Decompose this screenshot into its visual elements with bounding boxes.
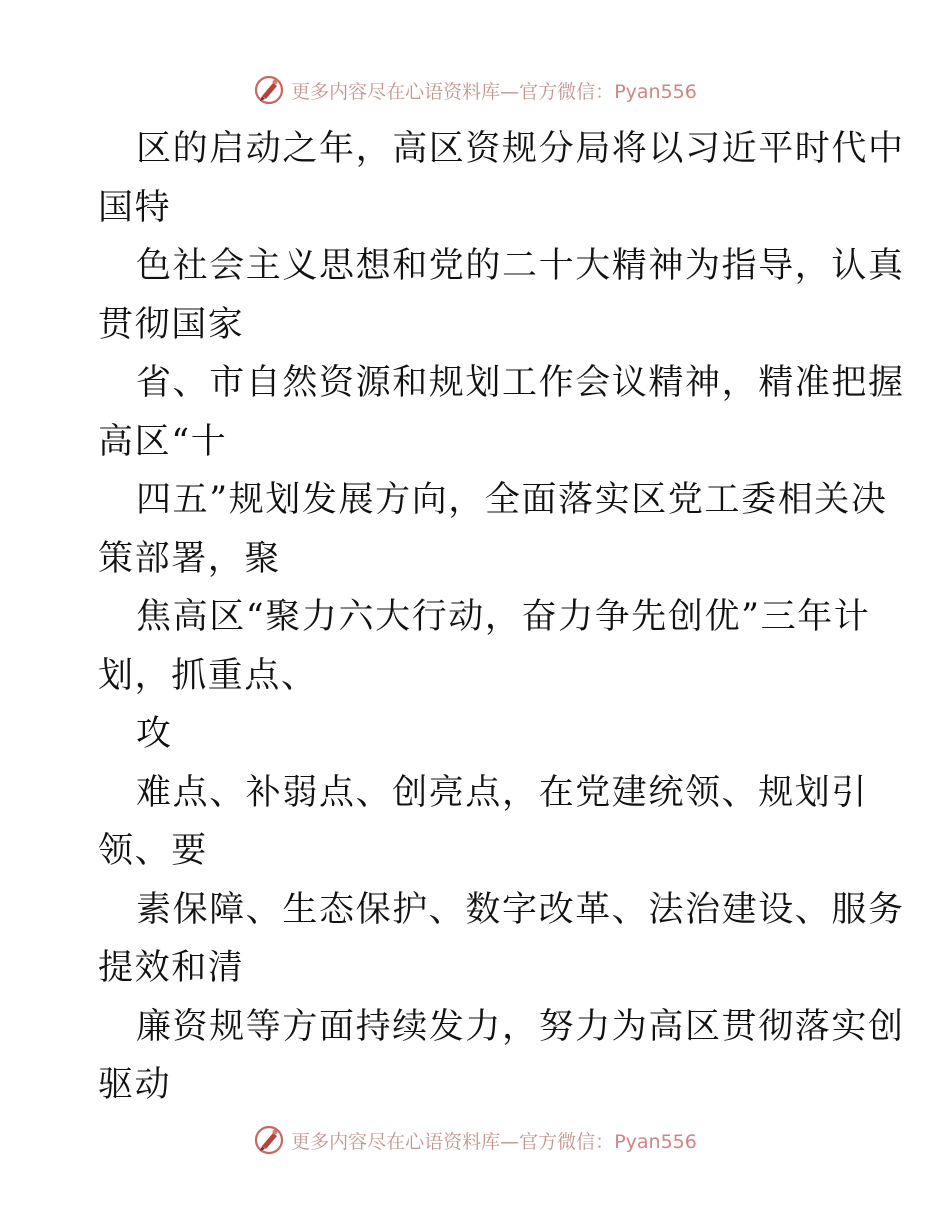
document-body (98, 120, 905, 1115)
paragraph-first-line: 难点、补弱点、创亮点，在党建统领、规划引 (136, 772, 869, 813)
paragraph-first-line: 攻 (136, 714, 173, 754)
paragraph-continuation-line: 国特 (98, 187, 172, 228)
header-watermark (0, 70, 950, 110)
paragraph-continuation-line: 高区“十 (98, 421, 228, 462)
paragraph (98, 354, 905, 471)
watermark-text (291, 1127, 697, 1154)
watermark-site: 更多内容尽在心语资料库 (291, 80, 501, 103)
paragraph-continuation-line: 策部署，聚 (98, 538, 282, 579)
paragraph (98, 588, 871, 705)
paragraph-continuation-line: 贯彻国家 (98, 304, 245, 345)
watermark-wechat-id: Pyan556 (614, 1130, 697, 1153)
pen-seal-logo-icon (253, 74, 285, 106)
paragraph-continuation-line: 提效和清 (98, 948, 245, 988)
paragraph-first-line: 省、市自然资源和规划工作会议精神，精准把握 (136, 363, 905, 403)
watermark-dash: — (500, 80, 520, 103)
paragraph-first-line: 廉资规等方面持续发力，努力为高区贯彻落实创 (136, 1006, 905, 1047)
paragraph (98, 237, 905, 354)
paragraph-first-line: 色社会主义思想和党的二十大精神为指导，认真 (136, 246, 905, 286)
paragraph (98, 998, 905, 1115)
watermark-wechat-label: 官方微信： (519, 1130, 615, 1153)
watermark-dash: — (500, 1130, 520, 1153)
watermark-site: 更多内容尽在心语资料库 (291, 1130, 501, 1153)
paragraph (98, 881, 905, 998)
paragraph-first-line: 四五”规划发展方向，全面落实区党工委相关决 (136, 480, 888, 520)
footer-watermark (0, 1120, 950, 1160)
paragraph-first-line: 焦高区“聚力六大行动，奋力争先创优”三年计 (136, 597, 871, 637)
watermark-text (291, 77, 697, 104)
paragraph-first-line: 区的启动之年，高区资规分局将以习近平时代中 (136, 129, 905, 169)
paragraph-continuation-line: 划，抓重点、 (98, 655, 318, 696)
paragraph-first-line: 素保障、生态保护、数字改革、法治建设、服务 (136, 889, 905, 930)
watermark-wechat-id: Pyan556 (614, 80, 697, 103)
paragraph (98, 764, 868, 881)
paragraph (98, 471, 888, 588)
paragraph-continuation-line: 驱动 (98, 1065, 172, 1105)
pen-seal-logo-icon (253, 1124, 285, 1156)
paragraph (98, 705, 868, 764)
paragraph (98, 120, 905, 237)
paragraph-continuation-line: 领、要 (98, 831, 208, 871)
watermark-wechat-label: 官方微信： (519, 80, 615, 103)
